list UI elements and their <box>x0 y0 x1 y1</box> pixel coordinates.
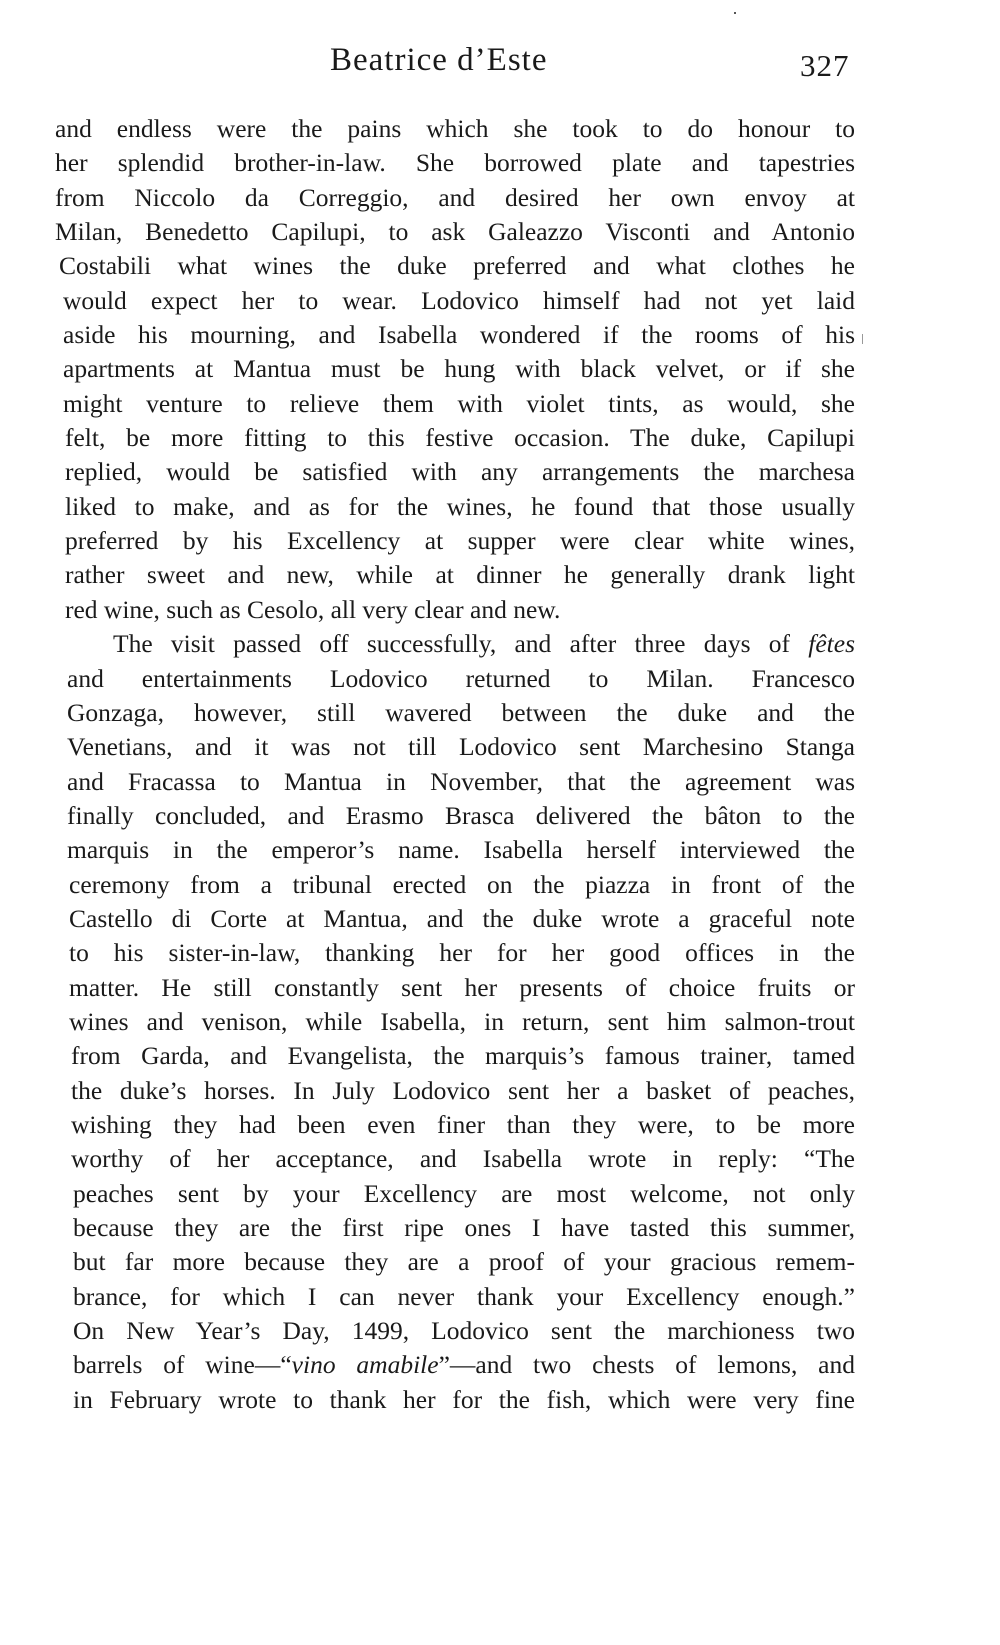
text-line: rather sweet and new, while at dinner he generally drank light <box>65 560 855 590</box>
text-line: felt, be more fitting to this festive occasion. The duke, Capilupi <box>65 423 855 453</box>
text-line: apartments at Mantua must be hung with black velvet, or if she <box>63 354 855 384</box>
text-line: because they are the first ripe ones I have tasted this summer, <box>73 1213 855 1242</box>
text-line <box>55 1348 855 1382</box>
text-line: red wine, such as Cesolo, all very clear and new. <box>65 594 561 624</box>
text-line: Venetians, and it was not till Lodovico sent Marchesino Stanga <box>67 732 855 762</box>
text-line: Gonzaga, however, still wavered between the duke and the <box>67 697 855 727</box>
page-number: 327 <box>800 48 850 83</box>
text-fragment: ”—and two chests of lemons, and <box>438 1350 855 1380</box>
text-line: and entertainments Lodovico returned to Milan. Francesco <box>67 663 855 693</box>
body-text <box>55 112 855 1417</box>
text-line: On New Year’s Day, 1499, Lodovico sent the marchioness two <box>73 1316 855 1346</box>
text-line: the duke’s horses. In July Lodovico sent her a basket of peaches, <box>71 1075 855 1105</box>
text-line: wishing they had been even finer than they were, to be more <box>71 1109 855 1139</box>
text-line: preferred by his Excellency at supper were clear white wines, <box>65 526 855 556</box>
text-line: in February wrote to thank her for the fish, which were very fine <box>73 1384 855 1414</box>
text-line: matter. He still constantly sent her presents of choice fruits or <box>69 972 855 1002</box>
italic-fragment: fêtes <box>808 629 855 659</box>
text-fragment: The visit passed off successfully, and after three days of <box>113 629 809 659</box>
text-line: might venture to relieve them with violet tints, as would, she <box>63 388 855 418</box>
text-line <box>55 627 855 661</box>
text-line: peaches sent by your Excellency are most welcome, not only <box>73 1178 855 1208</box>
page-header <box>0 42 1000 90</box>
text-line: would expect her to wear. Lodovico himself had not yet laid <box>63 285 855 315</box>
text-line: ceremony from a tribunal erected on the piazza in front of the <box>69 869 855 899</box>
text-line: worthy of her acceptance, and Isabella wrote in reply: “The <box>71 1144 855 1174</box>
text-line: Milan, Benedetto Capilupi, to ask Galeazzo Visconti and Antonio <box>55 217 855 247</box>
text-line: Castello di Corte at Mantua, and the duke wrote a graceful note <box>69 903 855 933</box>
text-line: and Fracassa to Mantua in November, that the agreement was <box>67 766 855 796</box>
margin-mark <box>862 334 863 344</box>
running-title: Beatrice d’Este <box>330 42 548 78</box>
text-line: from Niccolo da Correggio, and desired her own envoy at <box>55 182 855 212</box>
text-fragment: barrels of wine—“ <box>73 1350 292 1380</box>
text-line: but far more because they are a proof of your gracious remem- <box>73 1247 855 1277</box>
text-line: replied, would be satisfied with any arrangements the marchesa <box>65 457 855 487</box>
stray-ink-mark <box>734 12 736 14</box>
text-line: marquis in the emperor’s name. Isabella herself interviewed the <box>67 835 855 865</box>
text-line: her splendid brother-in-law. She borrowed plate and tapestries <box>55 148 855 178</box>
text-line: wines and venison, while Isabella, in return, sent him salmon-trout <box>69 1006 855 1036</box>
text-line: liked to make, and as for the wines, he found that those usually <box>65 491 855 521</box>
text-line: finally concluded, and Erasmo Brasca delivered the bâton to the <box>67 800 855 830</box>
text-line: Costabili what wines the duke preferred and what clothes he <box>59 251 855 281</box>
text-line: brance, for which I can never thank your Excellency enough.” <box>73 1281 855 1311</box>
text-line: from Garda, and Evangelista, the marquis’s famous trainer, tamed <box>71 1041 855 1071</box>
text-line: aside his mourning, and Isabella wondered if the rooms of his <box>63 320 855 350</box>
text-line: to his sister-in-law, thanking her for her good offices in the <box>69 938 855 968</box>
italic-fragment: vino amabile <box>291 1350 439 1380</box>
text-line: and endless were the pains which she took to do honour to <box>55 114 855 143</box>
